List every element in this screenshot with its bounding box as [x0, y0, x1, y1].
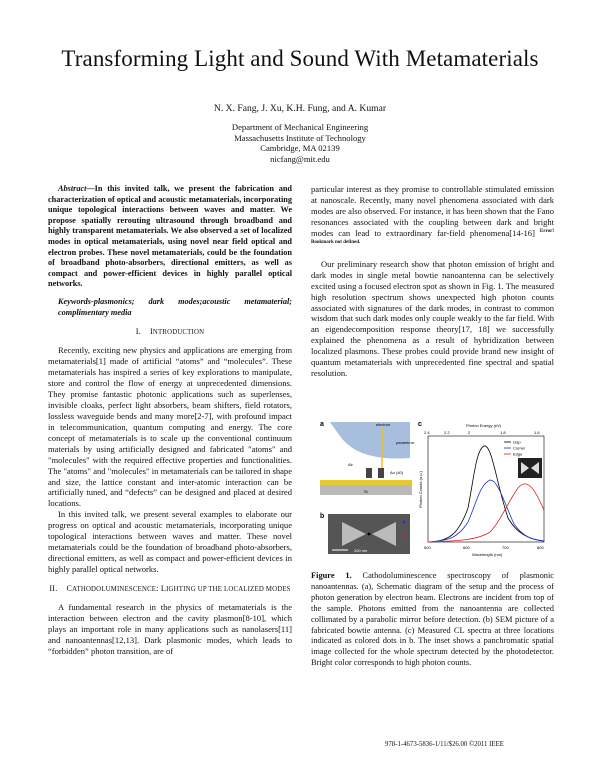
- section-heading-introduction: [48, 327, 292, 339]
- legend-gap: Gap: [513, 439, 521, 445]
- top-tick-3: 1.8: [500, 430, 506, 435]
- section-title-initial: I: [149, 327, 153, 337]
- section-number: I.: [135, 327, 141, 337]
- author-list: N. X. Fang, J. Xu, K.H. Fung, and A. Kumar: [213, 103, 387, 114]
- edge-dot: [403, 535, 406, 538]
- top-tick-2: 2: [468, 430, 471, 435]
- abstract-text: —In this invited talk, we present the fabrication and characterization of optical and acoustic metamaterials, incorporating unique topological interactions between waves and matter. We propose spatially rerouting ultrasound through broadband and highly transparent metamaterials. We also observed a set of localized modes in optical metamaterials, using novel near field optical and electron probes. These novel metamaterials, could be the foundation of broadband photo-absorbers, directional emitters, as well as compact and power-efficient devices in highly parallel optical networks.: [48, 184, 292, 289]
- au-label: Au (40): [390, 470, 404, 475]
- au-film-layer: [320, 480, 412, 485]
- cl-paragraph-1-cont-text: particular interest as they promise to controllable stimulated emission at nanoscale. Recently, many novel phenomena associated with dark modes are also observed. For instance, it has been shown that the Fano resonances associated with the coupling between dark and bright modes can lead to extraordinary far-field phenomena[14-16]: [311, 184, 554, 238]
- panel-c-label: c: [418, 421, 422, 428]
- section-title-smallcaps: NTRODUCTION: [152, 329, 205, 337]
- bowtie-right: [378, 468, 384, 478]
- legend-edge: Edge: [513, 451, 523, 457]
- top-axis-label: Photon Energy (eV): [466, 423, 502, 428]
- figure-caption: [311, 562, 554, 669]
- affiliation-department: Department of Mechanical Engineering: [231, 122, 369, 132]
- plot-frame: [428, 436, 544, 542]
- section-title-separator: :: [156, 584, 161, 594]
- section-heading-cathodoluminescence: [48, 584, 292, 596]
- cl-paragraph-1-continued: [311, 184, 554, 250]
- intro-paragraph-2: In this invited talk, we present several examples to elaborate our progress on optical and acoustic metamaterials, incorporating unique topological interactions between waves and matter. These novel metamaterials could be the foundation of broadband photo-absorbers, directional emitters, as well as compact and power-efficient devices in highly parallel optical networks.: [48, 509, 292, 575]
- figure-1: [318, 418, 550, 558]
- affiliation-institution: Massachusetts Institute of Technology: [234, 132, 366, 143]
- abstract-label: Abstract: [58, 184, 87, 193]
- right-column: [311, 184, 554, 379]
- intro-paragraph-1: Recently, exciting new physics and applications are emerging from metamaterials[1] made of artificial “atoms” and “molecules”. These metamaterials has inspired a series of key explorations to manipulate, store and control the flow of energy at unprecedented dimensions. They promise fantastic photonic applications such as superlenses, invisible cloaks, perfect light absorbers, beam shifters, field rotators, lossless waveguide bends and many more[2-7], with profound impact in telecommunication, quantum computing and energy. The core concept of metamaterials is to scale up the conventional continuum materials by using artificially designed and fabricated "atoms" and "molecules" with the required effective properties and functionalities. The "atoms" and "molecules" in metamaterials can be tailored in shape and size, the lattice constant and inter-atomic interaction can be artificially tuned, and “defects” can be designed and placed at desired locations.: [48, 345, 292, 509]
- section-title-smallcaps-2: IGHTING UP THE LOCALIZED MODES: [166, 586, 291, 594]
- caption-text: [311, 571, 554, 669]
- paper-title: Transforming Light and Sound With Metamaterials: [61, 46, 539, 71]
- air-label: Air: [348, 462, 353, 467]
- section-title-smallcaps-1: ATHODOLUMINESCENCE: [72, 586, 157, 594]
- abstract: [48, 184, 292, 290]
- legend-corner: Corner: [513, 445, 526, 451]
- copyright-footer: 978-1-4673-5836-1/11/$26.00 ©2011 IEEE: [385, 741, 504, 748]
- section-title-initial: C: [66, 584, 73, 594]
- paramirror-label: paramirror: [396, 440, 415, 445]
- keywords: Keywords-plasmonics; dark modes;acoustic metamaterial; complimentary media: [58, 296, 292, 317]
- affiliation: [0, 122, 600, 164]
- corner-dot: [403, 521, 406, 524]
- left-column: [48, 184, 292, 657]
- section-title-initial-2: L: [160, 584, 167, 594]
- top-tick-0: 2.4: [424, 430, 430, 435]
- x-tick-2: 700: [502, 545, 509, 550]
- gap-dot: [368, 533, 371, 536]
- electron-label: electron: [376, 422, 391, 427]
- cl-paragraph-2: Our preliminary research show that photon emission of bright and dark modes in single metal bowtie nanoantenna can be selectively excited using a focused electron spot as shown in Fig. 1. The measured high resolution spectrum shows unexpected high photon counts associated with signatures of the dark modes, in contrast to common wisdom that such dark modes only couple weakly to the far field. With an eigendecomposition response theory[17, 18] we successfully explained the phenomena as a result of hybridization between localized plasmons. These probes could provide brand new insight of quantum metamaterials with unprecedented fine spectral and spatial resolution.: [311, 258, 554, 379]
- top-tick-1: 2.2: [444, 430, 450, 435]
- top-tick-4: 1.6: [534, 430, 540, 435]
- figure-1-graphic: [318, 418, 550, 558]
- affiliation-address: Cambridge, MA 02139: [260, 143, 340, 154]
- si-label: Si: [364, 489, 368, 494]
- scale-label: 200 nm: [354, 548, 368, 553]
- x-tick-3: 800: [537, 545, 544, 550]
- y-axis-label: Photon Counts (a.u.): [418, 471, 423, 508]
- caption-label: Figure 1.: [311, 571, 352, 580]
- bowtie-left: [366, 468, 372, 478]
- cl-paragraph-1: A fundamental research in the physics of metamaterials is the interaction between electron and the cavity plasmon[8-10], which plays an important role in many applications such as nanolasers[11] and nanoantennas[12,13]. Dark plasmonic modes, which leads to “forbidden” photon transition, are of: [48, 602, 292, 656]
- affiliation-email: nicfang@mit.edu: [270, 153, 330, 164]
- x-tick-0: 500: [424, 545, 431, 550]
- error-bookmark-note: Error! Bookmark not defined.: [311, 228, 554, 245]
- corner-spectrum: [428, 480, 544, 542]
- caption-body: Cathodoluminescence spectroscopy of plasmonic nanoantennas. (a), Schematic diagram of the setup and the process of photon generation by electron beam. Electrons are incident from top of the sample. Photons emitted from the nanoantenna are collected collimated by a parabolic mirror before detection. (b) SEM picture of a fabricated bowtie antenna. (c) Measured CL spectra at three locations indicated as colored dots in b. The inset shows a panchromatic spatial image collected for the whole spectrum detected by the photodetector. Bright color corresponds to high photon counts.: [311, 571, 554, 668]
- x-axis-label: Wavelength (nm): [472, 552, 503, 557]
- x-tick-1: 600: [463, 545, 470, 550]
- panel-a-label: a: [320, 421, 324, 428]
- edge-spectrum: [428, 484, 544, 542]
- section-number: II.: [49, 584, 58, 594]
- panel-b-label: b: [320, 513, 325, 520]
